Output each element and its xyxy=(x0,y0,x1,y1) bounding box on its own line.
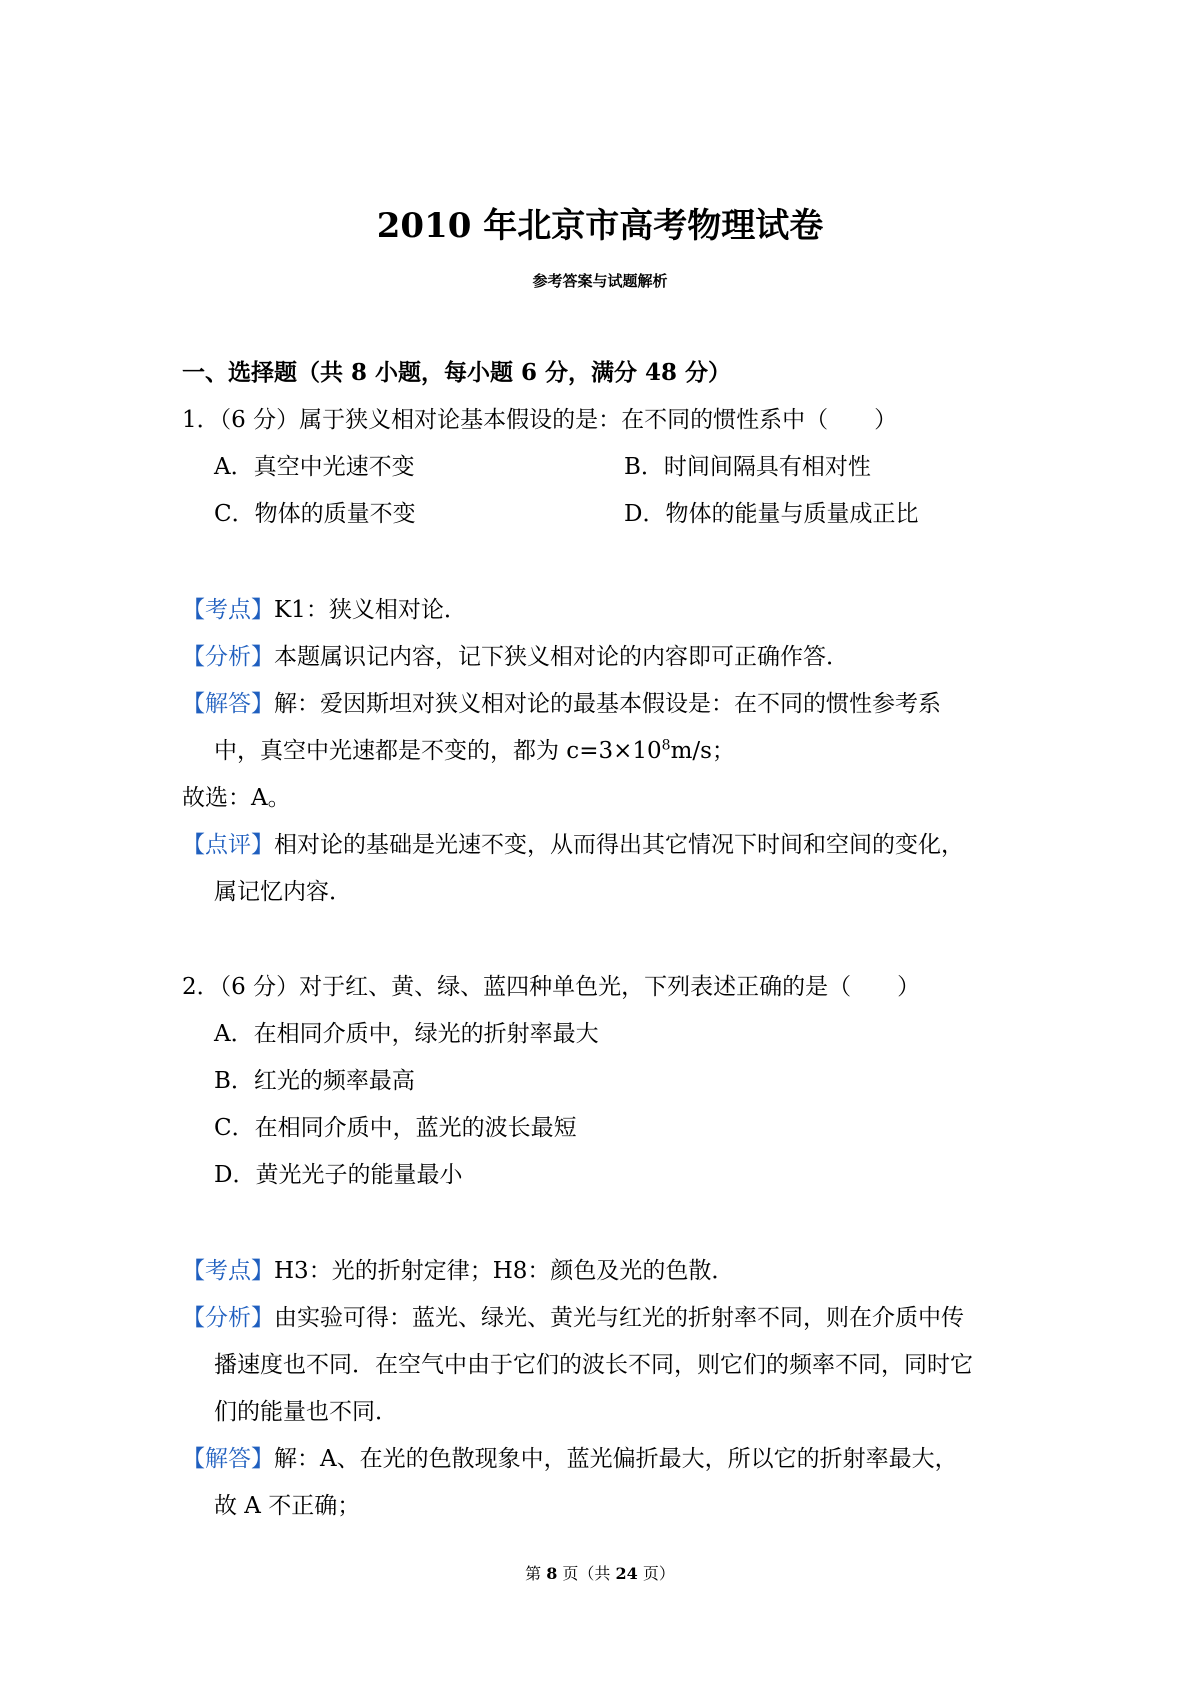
question-2-option-b: B．红光的频率最高 xyxy=(214,1068,415,1094)
question-2-fenxi xyxy=(182,1301,964,1335)
jieda-text: 解：A、在光的色散现象中，蓝光偏折最大，所以它的折射率最大， xyxy=(274,1446,958,1472)
question-1-dianping-line2: 属记忆内容． xyxy=(214,879,352,905)
question-2-option-d: D．黄光光子的能量最小 xyxy=(214,1162,463,1188)
page-subtitle: 参考答案与试题解析 xyxy=(532,272,668,290)
question-2-jieda-line2: 故 A 不正确； xyxy=(214,1493,361,1519)
kaodian-tag: 【考点】 xyxy=(182,1258,274,1284)
footer-page-number: 8 xyxy=(546,1564,558,1583)
section-title: 一、选择题（共 8 小题，每小题 6 分，满分 48 分） xyxy=(182,359,732,386)
question-2-fenxi-line2: 播速度也不同．在空气中由于它们的波长不同，则它们的频率不同，同时它 xyxy=(214,1352,973,1378)
question-1-answer: 故选：A。 xyxy=(182,785,291,811)
footer-total-pages: 24 xyxy=(615,1564,638,1583)
fenxi-text: 由实验可得：蓝光、绿光、黄光与红光的折射率不同，则在介质中传 xyxy=(274,1305,964,1331)
question-2-fenxi-line3: 们的能量也不同． xyxy=(214,1399,398,1425)
fenxi-tag: 【分析】 xyxy=(182,644,274,670)
question-1-option-c: C．物体的质量不变 xyxy=(214,501,416,527)
question-1-fenxi xyxy=(182,640,849,674)
question-2-stem: 2．（6 分）对于红、黄、绿、蓝四种单色光，下列表述正确的是（ ） xyxy=(182,974,921,1000)
exponent: 8 xyxy=(661,737,671,754)
kaodian-tag: 【考点】 xyxy=(182,597,274,623)
kaodian-text: K1：狭义相对论． xyxy=(274,597,467,623)
question-2-jieda xyxy=(182,1442,958,1476)
question-1-jieda xyxy=(182,687,941,721)
question-1-dianping xyxy=(182,828,964,862)
question-1-option-d: D．物体的能量与质量成正比 xyxy=(624,501,919,527)
page-footer xyxy=(0,1562,1200,1586)
question-2-kaodian xyxy=(182,1254,734,1288)
question-1-stem: 1．（6 分）属于狭义相对论基本假设的是：在不同的惯性系中（ ） xyxy=(182,407,898,433)
question-2-option-a: A．在相同介质中，绿光的折射率最大 xyxy=(214,1021,599,1047)
question-1-option-a: A．真空中光速不变 xyxy=(214,454,415,480)
dianping-text: 相对论的基础是光速不变，从而得出其它情况下时间和空间的变化， xyxy=(274,832,964,858)
jieda-line2-text: 中，真空中光速都是不变的，都为 c=3×10 xyxy=(214,738,662,764)
fenxi-text: 本题属识记内容，记下狭义相对论的内容即可正确作答． xyxy=(274,644,849,670)
kaodian-text: H3：光的折射定律；H8：颜色及光的色散． xyxy=(274,1258,735,1284)
jieda-tag: 【解答】 xyxy=(182,691,274,717)
page-title: 2010 年北京市高考物理试卷 xyxy=(376,206,824,246)
question-1-kaodian xyxy=(182,593,467,627)
jieda-text: 解：爱因斯坦对狭义相对论的最基本假设是：在不同的惯性参考系 xyxy=(274,691,941,717)
fenxi-tag: 【分析】 xyxy=(182,1305,274,1331)
jieda-tag: 【解答】 xyxy=(182,1446,274,1472)
dianping-tag: 【点评】 xyxy=(182,832,274,858)
footer-suffix: 页） xyxy=(637,1564,675,1583)
footer-middle: 页（共 xyxy=(557,1564,616,1583)
question-1-option-b: B．时间间隔具有相对性 xyxy=(624,454,871,480)
jieda-line2-unit: m/s； xyxy=(670,738,735,764)
question-2-option-c: C．在相同介质中，蓝光的波长最短 xyxy=(214,1115,577,1141)
footer-prefix: 第 xyxy=(525,1564,547,1583)
question-1-jieda-line2 xyxy=(214,734,735,768)
